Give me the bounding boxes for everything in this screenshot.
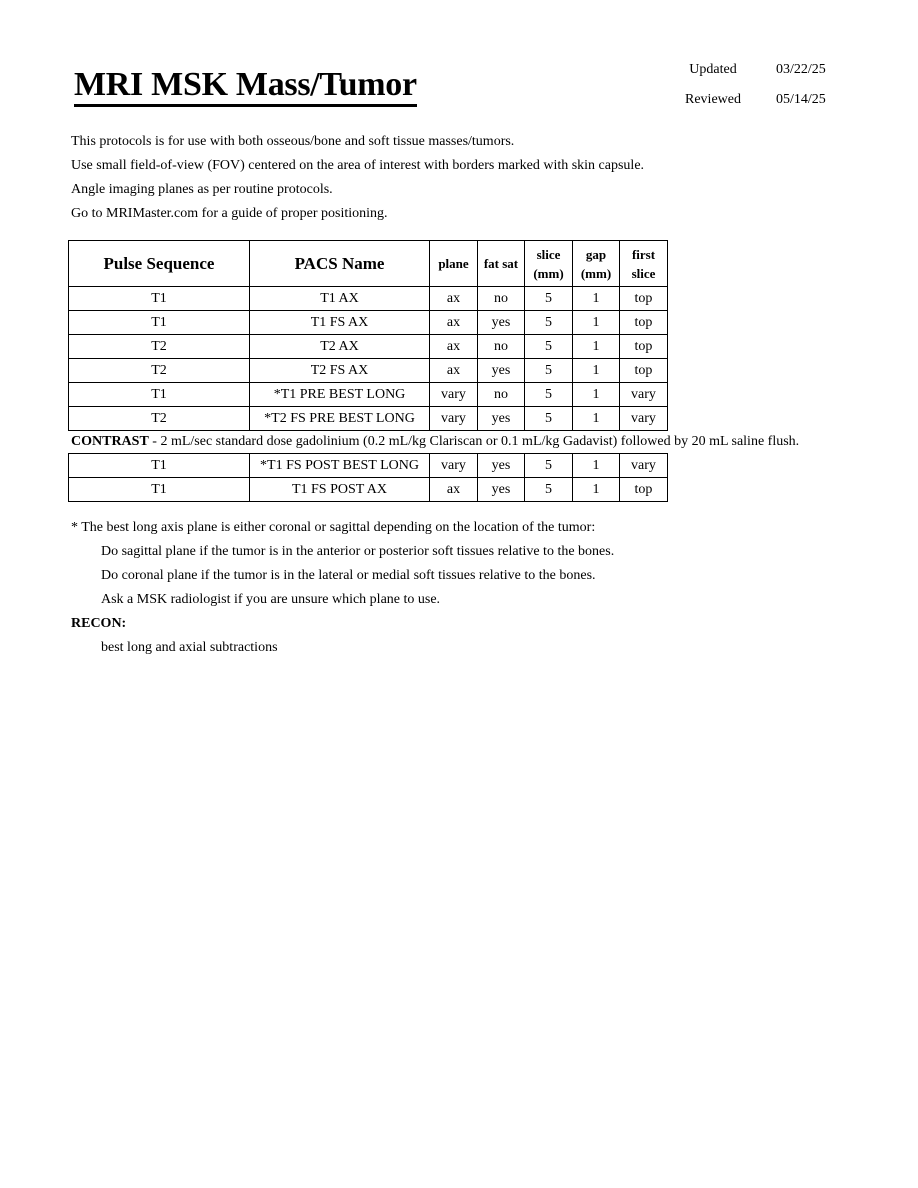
cell-plane: vary: [430, 454, 478, 478]
cell-first-slice: vary: [620, 454, 668, 478]
cell-first-slice: vary: [620, 407, 668, 431]
col-header-pacs-name: PACS Name: [250, 241, 430, 287]
cell-slice-mm: 5: [525, 454, 573, 478]
intro-line: Angle imaging planes as per routine protocols.: [71, 182, 333, 197]
cell-first-slice: top: [620, 335, 668, 359]
contrast-label: CONTRAST: [71, 434, 149, 449]
intro-line: Use small field-of-view (FOV) centered on the area of interest with borders marked with skin capsule.: [71, 158, 645, 173]
cell-pulse-sequence: T1: [69, 454, 250, 478]
cell-pulse-sequence: T2: [69, 359, 250, 383]
col-header-plane: plane: [430, 241, 478, 287]
cell-first-slice: top: [620, 359, 668, 383]
reviewed-label: Reviewed: [685, 92, 741, 107]
footnote: * The best long axis plane is either coronal or sagittal depending on the location of the tumor:: [71, 520, 596, 535]
cell-pacs-name: *T2 FS PRE BEST LONG: [250, 407, 430, 431]
cell-pulse-sequence: T1: [69, 478, 250, 502]
note-item: Ask a MSK radiologist if you are unsure which plane to use.: [101, 592, 441, 607]
intro-line: Go to MRIMaster.com for a guide of proper positioning.: [71, 206, 388, 221]
cell-fat-sat: no: [478, 335, 525, 359]
cell-slice-mm: 5: [525, 407, 573, 431]
cell-fat-sat: yes: [478, 454, 525, 478]
cell-slice-mm: 5: [525, 383, 573, 407]
cell-plane: ax: [430, 359, 478, 383]
note-item: Do sagittal plane if the tumor is in the anterior or posterior soft tissues relative to the bones.: [101, 544, 615, 559]
cell-pulse-sequence: T1: [69, 383, 250, 407]
cell-pacs-name: T1 AX: [250, 287, 430, 311]
cell-gap-mm: 1: [573, 407, 620, 431]
cell-plane: ax: [430, 478, 478, 502]
table-row: [69, 407, 668, 431]
reviewed-date: 05/14/25: [776, 92, 826, 107]
cell-slice-mm: 5: [525, 287, 573, 311]
col-header-fat-sat: fat sat: [478, 241, 525, 287]
contrast-instructions: [71, 433, 799, 451]
cell-pacs-name: T1 FS AX: [250, 311, 430, 335]
cell-pacs-name: *T1 FS POST BEST LONG: [250, 454, 430, 478]
col-header-pulse-sequence: Pulse Sequence: [69, 241, 250, 287]
note-item: Do coronal plane if the tumor is in the lateral or medial soft tissues relative to the bones.: [101, 568, 596, 583]
cell-gap-mm: 1: [573, 335, 620, 359]
cell-plane: ax: [430, 311, 478, 335]
cell-gap-mm: 1: [573, 311, 620, 335]
cell-fat-sat: yes: [478, 311, 525, 335]
cell-first-slice: vary: [620, 383, 668, 407]
cell-pulse-sequence: T1: [69, 287, 250, 311]
table-row: [69, 287, 668, 311]
cell-pacs-name: T1 FS POST AX: [250, 478, 430, 502]
cell-first-slice: top: [620, 287, 668, 311]
intro-instructions: [71, 132, 644, 228]
cell-pacs-name: T2 FS AX: [250, 359, 430, 383]
post-contrast-rows: [69, 454, 668, 502]
recon-label: RECON:: [71, 616, 127, 631]
cell-pulse-sequence: T2: [69, 407, 250, 431]
cell-pulse-sequence: T1: [69, 311, 250, 335]
cell-slice-mm: 5: [525, 478, 573, 502]
table-header-row: [69, 241, 668, 287]
table-row: [69, 478, 668, 502]
protocol-table: [68, 240, 668, 431]
cell-slice-mm: 5: [525, 335, 573, 359]
cell-plane: ax: [430, 287, 478, 311]
contrast-text: - 2 mL/sec standard dose gadolinium (0.2 mL/kg Clariscan or 0.1 mL/kg Gadavist) followed by 20 mL saline flush.: [148, 434, 800, 449]
pre-contrast-rows: [69, 287, 668, 431]
cell-pacs-name: *T1 PRE BEST LONG: [250, 383, 430, 407]
col-header-slice: slice (mm): [525, 241, 573, 287]
table-row: [69, 383, 668, 407]
cell-fat-sat: no: [478, 287, 525, 311]
cell-first-slice: top: [620, 311, 668, 335]
cell-fat-sat: no: [478, 383, 525, 407]
cell-fat-sat: yes: [478, 478, 525, 502]
cell-gap-mm: 1: [573, 454, 620, 478]
col-header-first-slice: first slice: [620, 241, 668, 287]
recon-text: best long and axial subtractions: [101, 640, 278, 655]
cell-plane: vary: [430, 383, 478, 407]
updated-date: 03/22/25: [776, 62, 826, 77]
table-row: [69, 335, 668, 359]
updated-label: Updated: [689, 62, 737, 77]
cell-plane: vary: [430, 407, 478, 431]
cell-pulse-sequence: T2: [69, 335, 250, 359]
notes-section: [71, 518, 614, 662]
cell-slice-mm: 5: [525, 359, 573, 383]
table-row: [69, 359, 668, 383]
cell-first-slice: top: [620, 478, 668, 502]
table-row: [69, 311, 668, 335]
post-contrast-table: [68, 453, 668, 502]
cell-gap-mm: 1: [573, 383, 620, 407]
cell-fat-sat: yes: [478, 359, 525, 383]
cell-slice-mm: 5: [525, 311, 573, 335]
intro-line: This protocols is for use with both osseous/bone and soft tissue masses/tumors.: [71, 134, 515, 149]
cell-pacs-name: T2 AX: [250, 335, 430, 359]
table-row: [69, 454, 668, 478]
cell-fat-sat: yes: [478, 407, 525, 431]
cell-gap-mm: 1: [573, 359, 620, 383]
page-title: MRI MSK Mass/Tumor: [74, 66, 417, 107]
cell-gap-mm: 1: [573, 478, 620, 502]
cell-gap-mm: 1: [573, 287, 620, 311]
cell-plane: ax: [430, 335, 478, 359]
col-header-gap: gap (mm): [573, 241, 620, 287]
